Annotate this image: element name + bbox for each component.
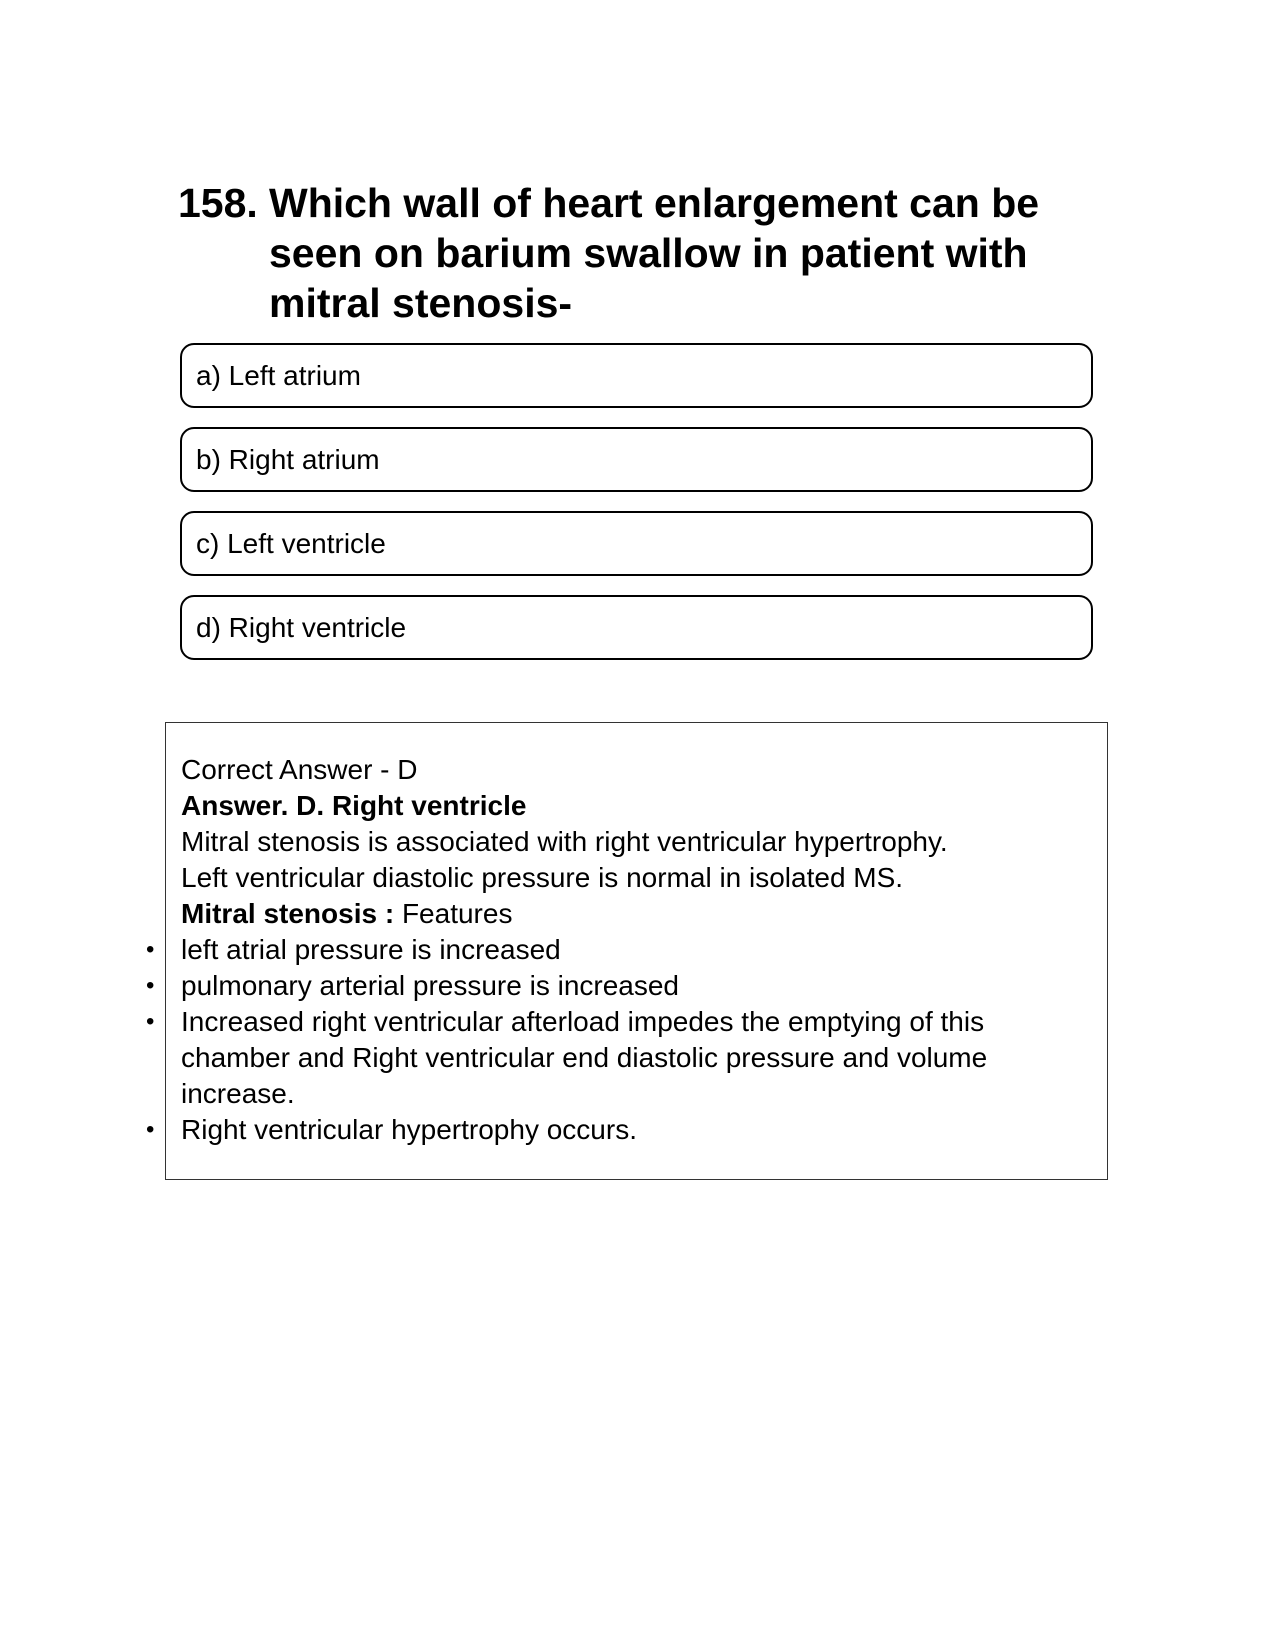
bullet-icon: • <box>146 1116 155 1143</box>
option-c[interactable]: c) Left ventricle <box>180 511 1093 576</box>
list-item-text: pulmonary arterial pressure is increased <box>181 970 679 1001</box>
list-item <box>146 932 1086 968</box>
explanation-line-1: Mitral stenosis is associated with right ventricular hypertrophy. <box>181 826 948 857</box>
features-heading-bold: Mitral stenosis : <box>181 898 395 929</box>
features-heading-rest: Features <box>394 898 513 929</box>
features-heading <box>181 896 1086 932</box>
correct-answer-line: Correct Answer - D <box>181 754 418 785</box>
list-item-text: left atrial pressure is increased <box>181 934 561 965</box>
features-list-wrapper <box>146 932 1086 1148</box>
list-item <box>146 968 1086 1004</box>
list-item <box>146 1004 1086 1112</box>
bullet-icon: • <box>146 936 155 963</box>
features-list <box>146 932 1086 1148</box>
answer-heading: Answer. D. Right ventricle <box>181 790 527 821</box>
option-a[interactable]: a) Left atrium <box>180 343 1093 408</box>
explanation-line-2: Left ventricular diastolic pressure is normal in isolated MS. <box>181 862 904 893</box>
list-item <box>146 1112 1086 1148</box>
bullet-icon: • <box>146 1008 155 1035</box>
list-item-text: Increased right ventricular afterload impedes the emptying of this chamber and Right ventricular end diastolic pressure and volume increase. <box>181 1006 988 1109</box>
question-text: Which wall of heart enlargement can be seen on barium swallow in patient with mitral stenosis- <box>269 180 1040 326</box>
list-item-text: Right ventricular hypertrophy occurs. <box>181 1114 637 1145</box>
question-number: 158. <box>178 180 258 226</box>
answer-explanation <box>146 752 1086 1148</box>
option-b[interactable]: b) Right atrium <box>180 427 1093 492</box>
option-d[interactable]: d) Right ventricle <box>180 595 1093 660</box>
question-heading <box>178 178 1078 328</box>
bullet-icon: • <box>146 972 155 999</box>
